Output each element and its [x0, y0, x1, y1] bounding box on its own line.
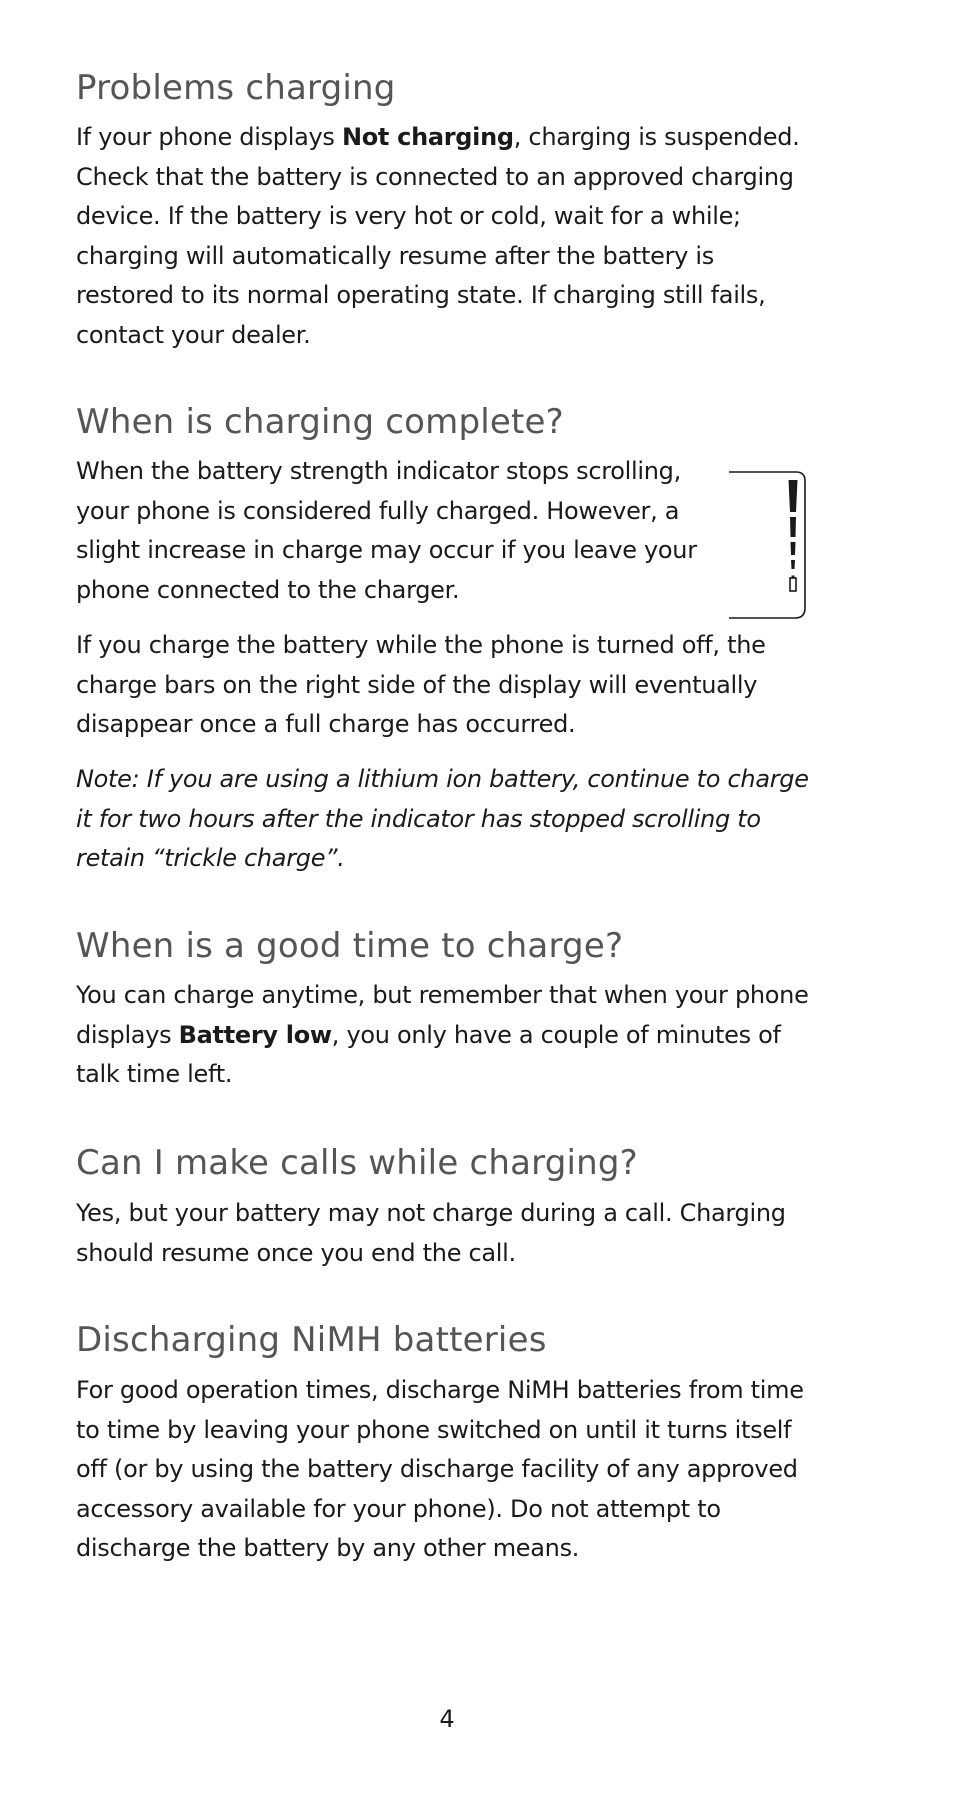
charge-bar — [790, 517, 796, 537]
discharging-nimh-paragraph: For good operation times, discharge NiMH batteries from time to time by leaving your phone switched on until it turns itself off (or by using the battery discharge facility of any approved accessory available for your phone). Do not attempt to discharge the battery by any other means. — [76, 1376, 804, 1562]
charge-bar — [791, 560, 795, 569]
text-run: If your phone displays — [76, 123, 342, 151]
lithium-ion-note: Note: If you are using a lithium ion battery, continue to charge it for two hours after the indicator has stopped scrolling to retain “trickle charge”. — [76, 765, 809, 872]
problems-charging-paragraph — [76, 118, 816, 355]
battery-charge-indicator-icon — [649, 470, 809, 622]
battery-indicator-drawing — [649, 470, 809, 622]
section-heading-charging-complete: When is charging complete? — [76, 402, 564, 442]
text-run: You can charge anytime, but remember that when your phone displays — [76, 981, 809, 1049]
good-time-paragraph — [76, 976, 816, 1095]
charge-bar — [791, 542, 796, 555]
section-heading-calls-while-charging: Can I make calls while charging? — [76, 1143, 638, 1183]
charging-complete-paragraph: When the battery strength indicator stops scrolling, your phone is considered fully charged. However, a slight increase in charge may occur if you leave your phone connected to the charger. — [76, 457, 697, 604]
charge-bar — [789, 480, 798, 512]
section-heading-discharging-nimh: Discharging NiMH batteries — [76, 1320, 547, 1360]
status-term-not-charging: Not charging — [341, 123, 514, 151]
battery-glyph — [790, 578, 796, 591]
text-run: , you only have a couple of minutes of talk time left. — [76, 1020, 781, 1088]
calls-while-charging-paragraph: Yes, but your battery may not charge during a call. Charging should resume once you end the call. — [76, 1199, 786, 1267]
section-heading-problems-charging: Problems charging — [76, 68, 396, 108]
status-term-battery-low: Battery low — [178, 1020, 332, 1049]
text-run: , charging is suspended. Check that the battery is connected to an approved charging device. If the battery is very hot or cold, wait for a while; charging will automatically resume after the battery is restored to its normal operating state. If charging still fails, contact your dealer. — [76, 123, 800, 349]
page-number: 4 — [439, 1705, 455, 1733]
charge-bars — [789, 480, 798, 569]
battery-terminal — [792, 576, 795, 579]
section-heading-good-time-to-charge: When is a good time to charge? — [76, 926, 624, 966]
charge-bars-paragraph: If you charge the battery while the phone is turned off, the charge bars on the right side of the display will eventually disappear once a full charge has occurred. — [76, 631, 766, 738]
